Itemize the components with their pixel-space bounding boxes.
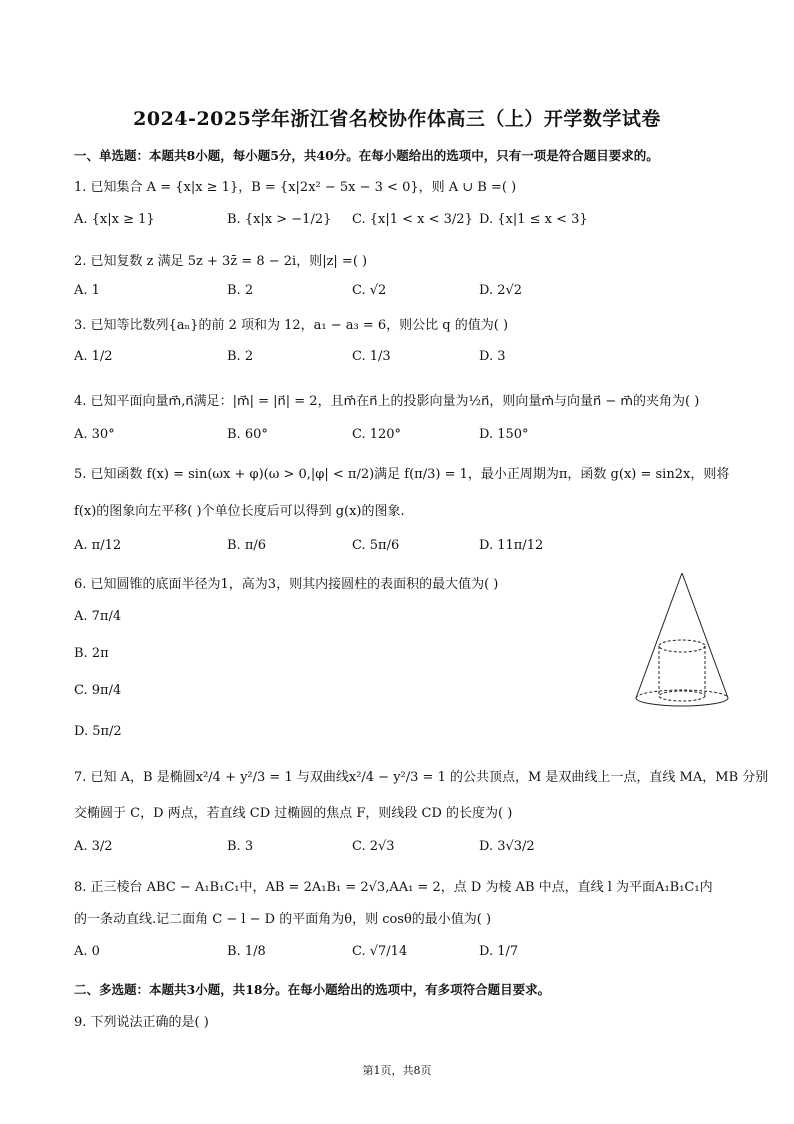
question-1-option-a[interactable]: A. {x|x ≥ 1} bbox=[74, 212, 155, 227]
question-3-option-c[interactable]: C. 1/3 bbox=[352, 349, 391, 364]
question-5-option-d[interactable]: D. 11π/12 bbox=[479, 538, 544, 553]
question-6-option-a[interactable]: A. 7π/4 bbox=[74, 609, 122, 624]
question-2-stem: 2. 已知复数 z 满足 5z + 3z̄ = 8 − 2i，则|z| =( ) bbox=[74, 254, 368, 269]
question-8-option-b[interactable]: B. 1/8 bbox=[227, 944, 266, 959]
question-9-stem: 9. 下列说法正确的是( ) bbox=[74, 1015, 209, 1030]
question-3-option-b[interactable]: B. 2 bbox=[227, 349, 254, 364]
question-2-option-c[interactable]: C. √2 bbox=[352, 283, 387, 298]
question-3-option-d[interactable]: D. 3 bbox=[479, 349, 506, 364]
cone-with-cylinder-figure bbox=[632, 570, 732, 720]
question-1-option-d[interactable]: D. {x|1 ≤ x < 3} bbox=[479, 212, 588, 227]
cylinder-top bbox=[659, 640, 705, 652]
question-7-option-b[interactable]: B. 3 bbox=[227, 839, 254, 854]
question-8-stem-line2: 的一条动直线.记二面角 C − l − D 的平面角为θ，则 cosθ的最小值为( ) bbox=[74, 912, 492, 927]
question-3-stem: 3. 已知等比数列{aₙ}的前 2 项和为 12，a₁ − a₃ = 6，则公比 q 的值为( ) bbox=[74, 318, 509, 333]
question-8-option-d[interactable]: D. 1/7 bbox=[479, 944, 519, 959]
page-footer: 第1页，共8页 bbox=[362, 1064, 432, 1077]
question-4-option-b[interactable]: B. 60° bbox=[227, 427, 268, 442]
question-8-option-c[interactable]: C. √7/14 bbox=[352, 944, 408, 959]
question-8-option-a[interactable]: A. 0 bbox=[74, 944, 100, 959]
question-4-option-a[interactable]: A. 30° bbox=[74, 427, 115, 442]
cone-right-edge bbox=[682, 573, 728, 698]
question-6-option-c[interactable]: C. 9π/4 bbox=[74, 683, 122, 698]
question-4-option-d[interactable]: D. 150° bbox=[479, 427, 529, 442]
question-7-stem-line2: 交椭圆于 C，D 两点，若直线 CD 过椭圆的焦点 F，则线段 CD 的长度为( ) bbox=[74, 806, 513, 821]
question-7-stem-line1: 7. 已知 A，B 是椭圆x²/4 + y²/3 = 1 与双曲线x²/4 − y²/3 = 1 的公共顶点，M 是双曲线上一点，直线 MA，MB 分别 bbox=[74, 770, 769, 785]
question-1-stem: 1. 已知集合 A = {x|x ≥ 1}，B = {x|2x² − 5x − 3 < 0}，则 A ∪ B =( ) bbox=[74, 180, 517, 195]
cone-base-front bbox=[636, 698, 728, 706]
cone-left-edge bbox=[636, 573, 682, 698]
page-title: 2024-2025学年浙江省名校协作体高三（上）开学数学试卷 bbox=[133, 108, 661, 130]
section-multiple-choice-header: 二、多选题：本题共3小题，共18分。在每小题给出的选项中，有多项符合题目要求。 bbox=[74, 982, 551, 997]
question-6-stem: 6. 已知圆锥的底面半径为1，高为3，则其内接圆柱的表面积的最大值为( ) bbox=[74, 577, 499, 592]
question-7-option-c[interactable]: C. 2√3 bbox=[352, 839, 395, 854]
question-2-option-d[interactable]: D. 2√2 bbox=[479, 283, 523, 298]
question-4-stem: 4. 已知平面向量m⃗,n⃗满足：|m⃗| = |n⃗| = 2，且m⃗在n⃗上的投影向量为½n⃗，则向量m⃗与向量n⃗ − m⃗的夹角为( ) bbox=[74, 394, 700, 409]
question-6-option-b[interactable]: B. 2π bbox=[74, 646, 109, 661]
question-5-option-b[interactable]: B. π/6 bbox=[227, 538, 267, 553]
question-1-option-c[interactable]: C. {x|1 < x < 3/2} bbox=[352, 212, 473, 227]
question-3-options bbox=[74, 349, 734, 375]
question-4-options bbox=[74, 427, 734, 453]
cylinder-bottom bbox=[659, 691, 705, 701]
question-5-options bbox=[74, 538, 734, 564]
question-2-options bbox=[74, 283, 734, 309]
section-single-choice-header: 一、单选题：本题共8小题，每小题5分，共40分。在每小题给出的选项中，只有一项是符合题目要求的。 bbox=[74, 148, 659, 163]
question-5-stem-line2: f(x)的图象向左平移( )个单位长度后可以得到 g(x)的图象. bbox=[74, 504, 405, 519]
question-2-option-a[interactable]: A. 1 bbox=[74, 283, 100, 298]
question-3-option-a[interactable]: A. 1/2 bbox=[74, 349, 113, 364]
question-6-option-d[interactable]: D. 5π/2 bbox=[74, 724, 122, 739]
question-8-options bbox=[74, 944, 734, 970]
question-5-option-a[interactable]: A. π/12 bbox=[74, 538, 122, 553]
question-1-options bbox=[74, 212, 734, 238]
question-4-option-c[interactable]: C. 120° bbox=[352, 427, 402, 442]
question-7-option-a[interactable]: A. 3/2 bbox=[74, 839, 113, 854]
question-5-option-c[interactable]: C. 5π/6 bbox=[352, 538, 400, 553]
question-2-option-b[interactable]: B. 2 bbox=[227, 283, 254, 298]
question-8-stem-line1: 8. 正三棱台 ABC − A₁B₁C₁中，AB = 2A₁B₁ = 2√3,AA₁ = 2，点 D 为棱 AB 中点，直线 l 为平面A₁B₁C₁内 bbox=[74, 880, 713, 895]
question-7-options bbox=[74, 839, 734, 865]
question-7-option-d[interactable]: D. 3√3/2 bbox=[479, 839, 535, 854]
question-5-stem-line1: 5. 已知函数 f(x) = sin(ωx + φ)(ω > 0,|φ| < π/2)满足 f(π/3) = 1，最小正周期为π，函数 g(x) = sin2x，则将 bbox=[74, 467, 730, 482]
question-1-option-b[interactable]: B. {x|x > −1/2} bbox=[227, 212, 332, 227]
